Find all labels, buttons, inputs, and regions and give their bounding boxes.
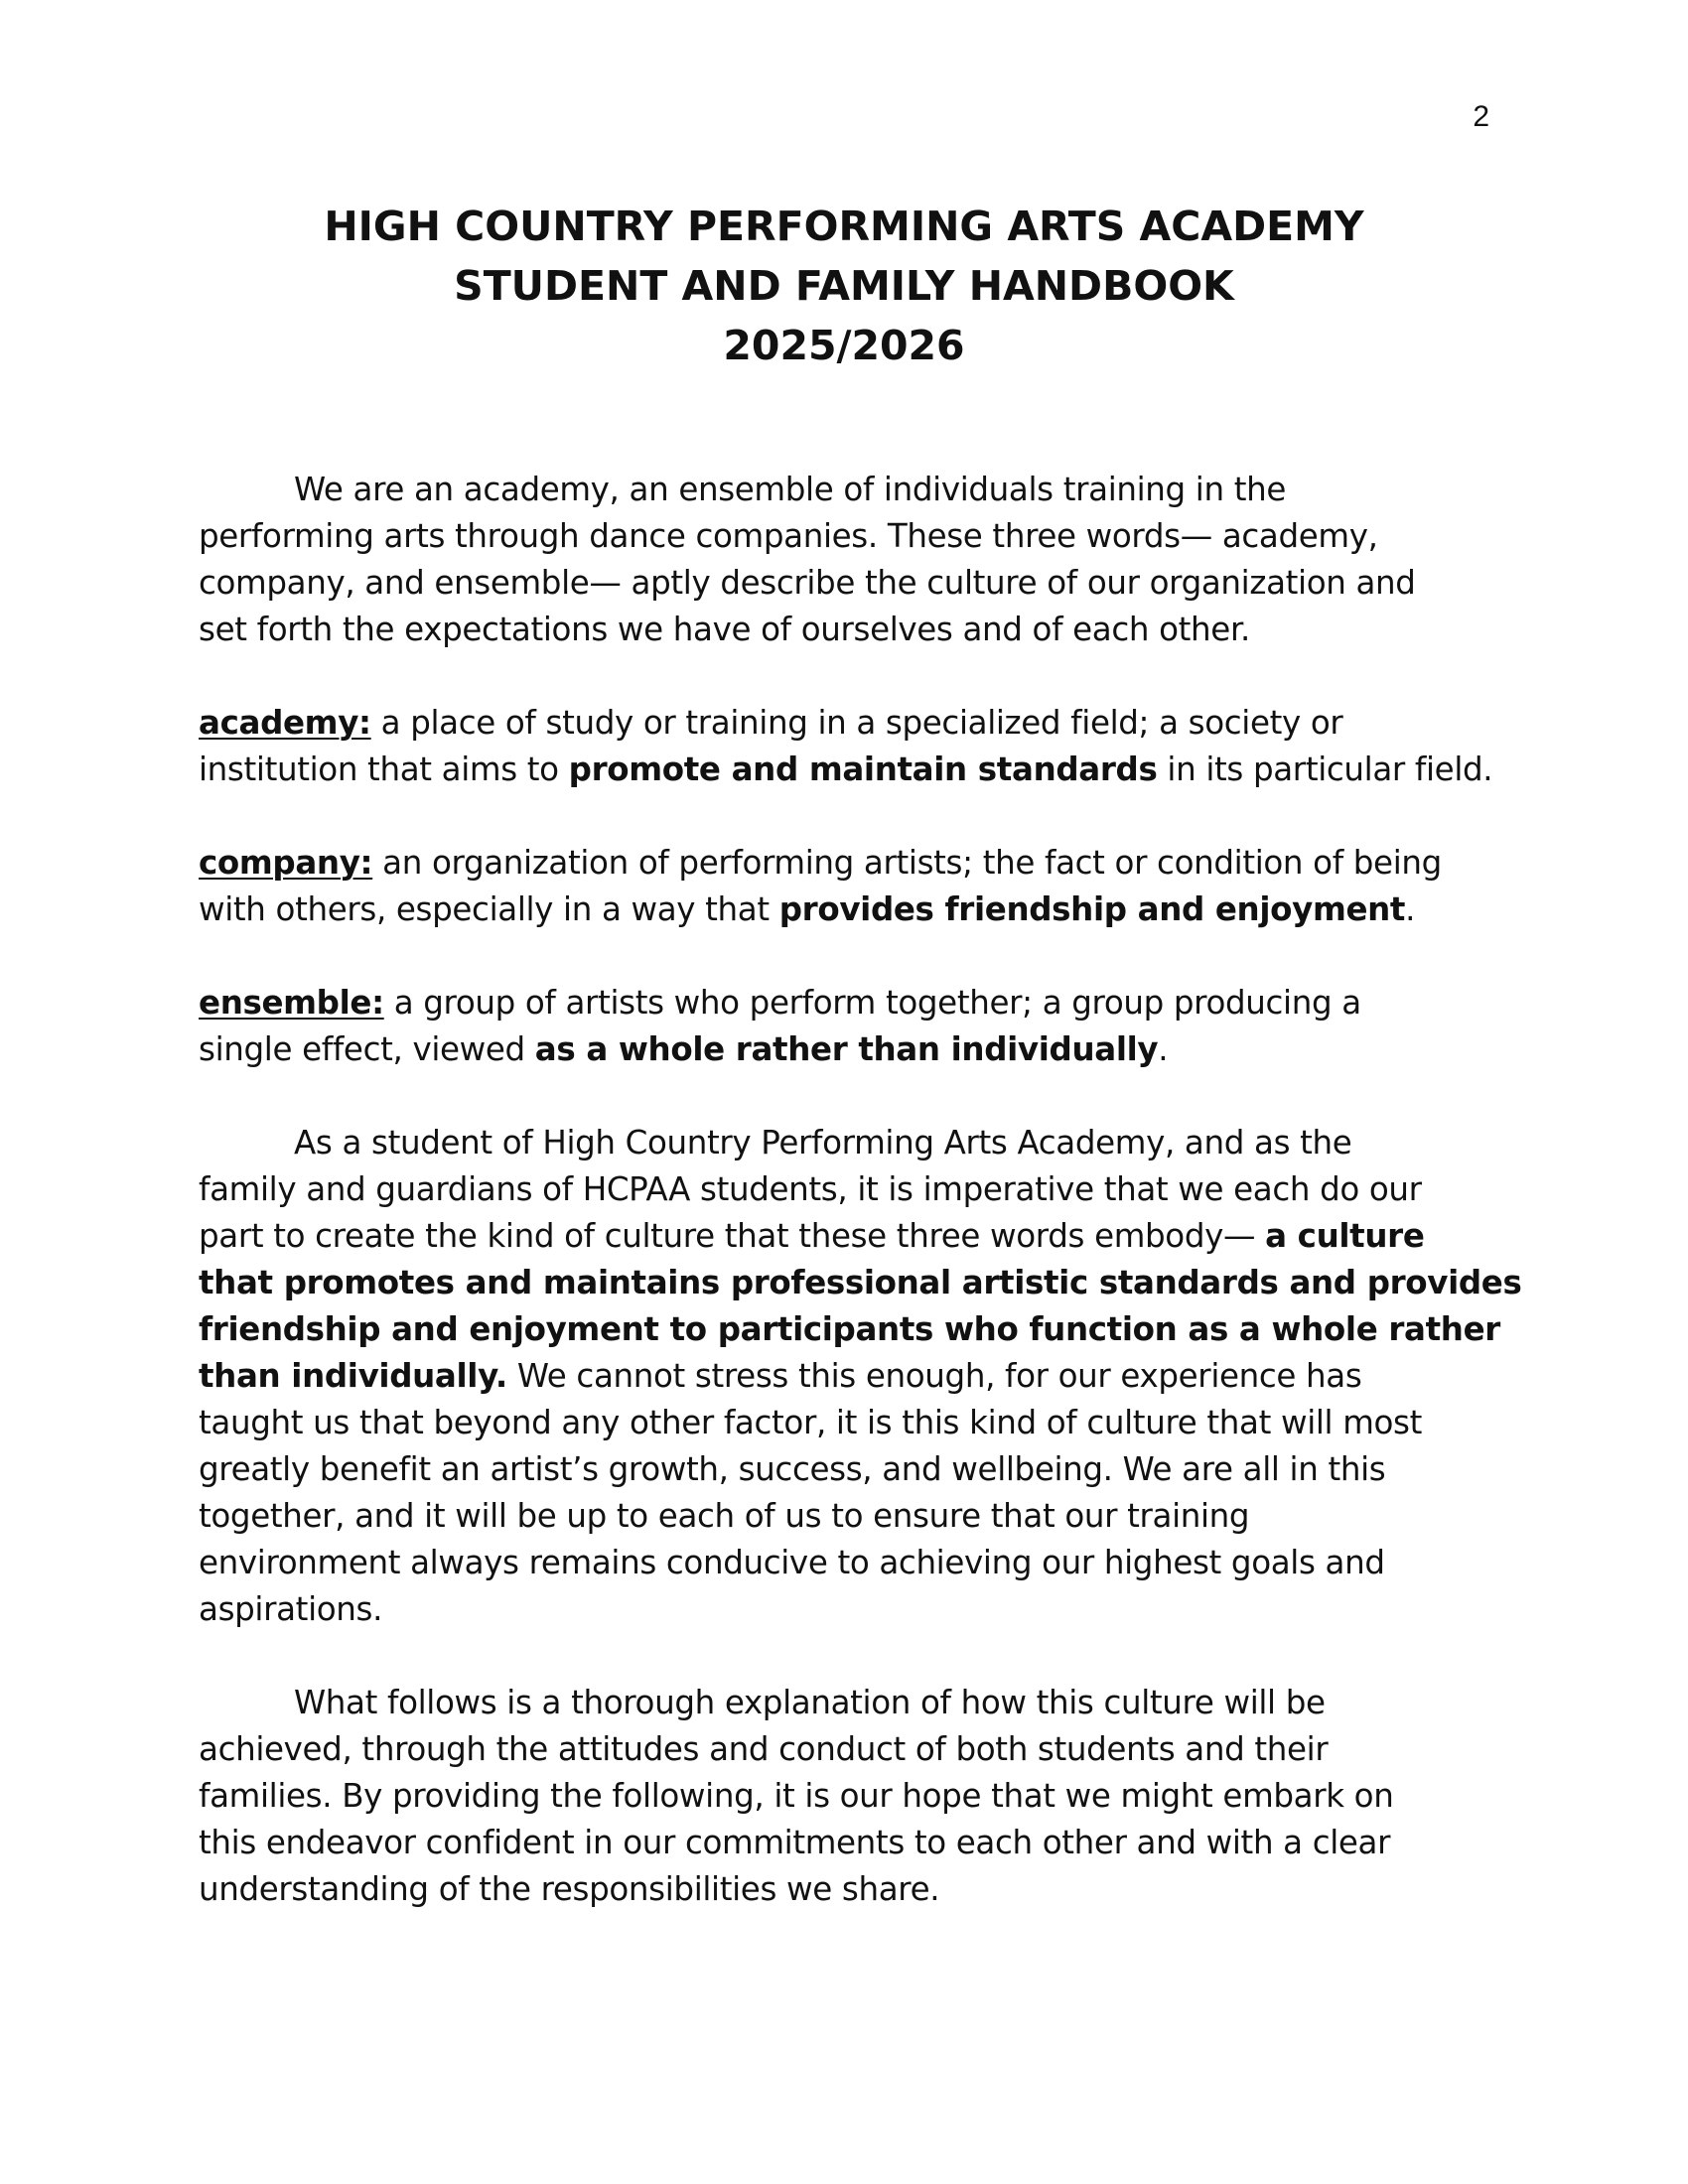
definition-emphasis: as a whole rather than individually (534, 1030, 1159, 1068)
document-title (199, 197, 1489, 375)
definition-line (199, 887, 1489, 933)
definition-text: an organization of performing artists; the fact or condition of being (372, 844, 1442, 882)
culture-line: family and guardians of HCPAA students, it is imperative that we each do our (199, 1170, 1422, 1208)
definition-line (199, 700, 1489, 747)
definition-emphasis: provides friendship and enjoyment (778, 890, 1406, 928)
definition-text: a group of artists who perform together; a group producing a (383, 984, 1361, 1022)
culture-text: We cannot stress this enough, for our experience has (506, 1357, 1362, 1395)
culture-line: As a student of High Country Performing Arts Academy, and as the (294, 1124, 1352, 1161)
intro-line: We are an academy, an ensemble of individuals training in the (294, 471, 1287, 508)
culture-emphasis: than individually. (199, 1357, 507, 1395)
title-academy-name: HIGH COUNTRY PERFORMING ARTS ACADEMY (324, 203, 1364, 250)
definition-text: . (1405, 890, 1416, 928)
culture-line: greatly benefit an artist’s growth, success, and wellbeing. We are all in this (199, 1450, 1386, 1488)
culture-line: aspirations. (199, 1590, 383, 1628)
definition-line (199, 980, 1489, 1026)
page-number: 2 (1473, 100, 1489, 133)
definition-text: single effect, viewed (199, 1030, 535, 1068)
intro-paragraph (199, 467, 1489, 653)
culture-line (199, 1353, 1489, 1400)
definition-text: institution that aims to (199, 751, 569, 788)
culture-emphasis: a culture (1265, 1217, 1425, 1255)
term-academy: academy: (199, 704, 371, 742)
closing-paragraph (199, 1680, 1489, 1913)
definition-line (199, 1026, 1489, 1073)
closing-line: What follows is a thorough explanation of how this culture will be (294, 1684, 1326, 1721)
culture-line (199, 1213, 1489, 1260)
intro-line: company, and ensemble— aptly describe the culture of our organization and (199, 564, 1416, 602)
culture-line: taught us that beyond any other factor, it is this kind of culture that will most (199, 1404, 1423, 1441)
culture-paragraph (199, 1120, 1522, 1633)
definition-line (199, 840, 1489, 887)
term-company: company: (199, 844, 373, 882)
closing-line: understanding of the responsibilities we share. (199, 1870, 940, 1908)
definition-emphasis: promote and maintain standards (568, 751, 1158, 788)
title-school-year: 2025/2026 (723, 322, 965, 369)
title-handbook-name: STUDENT AND FAMILY HANDBOOK (454, 262, 1234, 310)
definition-line (199, 747, 1493, 793)
intro-line: performing arts through dance companies. These three words— academy, (199, 517, 1378, 555)
closing-line: families. By providing the following, it is our hope that we might embark on (199, 1777, 1394, 1815)
culture-line: together, and it will be up to each of us to ensure that our training (199, 1497, 1250, 1535)
culture-line: environment always remains conducive to achieving our highest goals and (199, 1544, 1385, 1581)
closing-line: achieved, through the attitudes and conduct of both students and their (199, 1730, 1329, 1768)
intro-line: set forth the expectations we have of ourselves and of each other. (199, 611, 1250, 648)
definition-text: in its particular field. (1157, 751, 1493, 788)
closing-line: this endeavor confident in our commitments to each other and with a clear (199, 1824, 1391, 1861)
definition-academy (199, 700, 1493, 793)
culture-text: part to create the kind of culture that these three words embody— (199, 1217, 1266, 1255)
definition-text: a place of study or training in a specialized field; a society or (370, 704, 1343, 742)
document-body (199, 467, 1522, 1960)
definition-text: . (1158, 1030, 1169, 1068)
definition-ensemble (199, 980, 1489, 1073)
term-ensemble: ensemble: (199, 984, 384, 1022)
culture-emphasis-line: that promotes and maintains professional artistic standards and provides (199, 1264, 1522, 1301)
definition-company (199, 840, 1489, 933)
culture-emphasis-line: friendship and enjoyment to participants who function as a whole rather (199, 1310, 1500, 1348)
definition-text: with others, especially in a way that (199, 890, 779, 928)
